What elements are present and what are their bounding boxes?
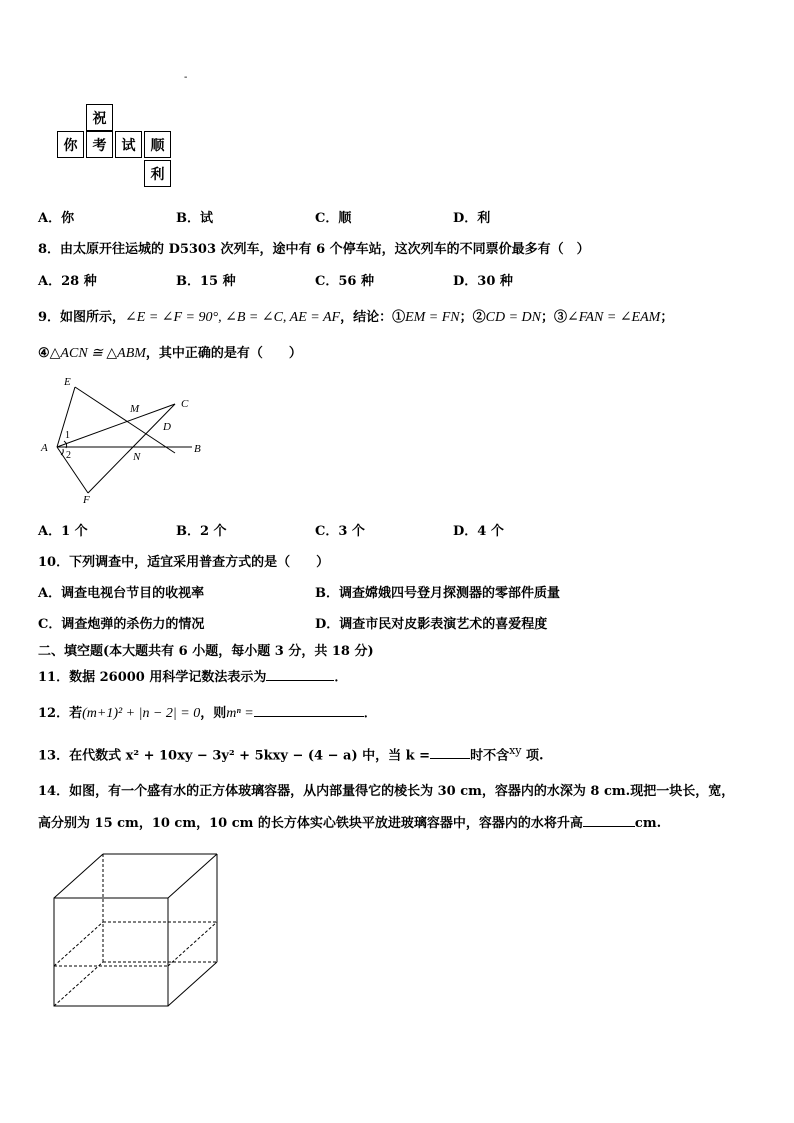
- q9-stem-line2: [38, 342, 302, 362]
- q7-option-b: B．试: [176, 211, 213, 226]
- q12-prefix: 12．若: [38, 706, 83, 721]
- q7-option-d: D．利: [453, 211, 491, 226]
- q10-option-d: D．调查市民对皮影表演艺术的喜爱程度: [315, 617, 548, 632]
- cube-edge-top-left: [54, 854, 103, 898]
- q8-option-a: A．28 种: [38, 274, 97, 289]
- q10-option-c: C．调查炮弹的杀伤力的情况: [38, 617, 205, 632]
- q14-text: 高分别为 15 cm，10 cm，10 cm 的长方体实心铁块平放进玻璃容器中，容器内的水将升高: [38, 816, 583, 831]
- q9-conclusion-3: ∠FAN = ∠EAM: [567, 310, 661, 325]
- label-E: E: [64, 376, 71, 388]
- q12: [38, 702, 377, 722]
- q9-conditions: ∠E = ∠F = 90°, ∠B = ∠C, AE = AF: [125, 310, 341, 325]
- q9-sep-1: ；②: [459, 310, 486, 325]
- net-cell-shun: 顺: [144, 131, 171, 158]
- q9-option-d: D．4 个: [453, 524, 504, 539]
- cube-front-face: [54, 898, 168, 1006]
- segment-FC: [88, 404, 175, 493]
- q9-option-a: A．1 个: [38, 524, 88, 539]
- q8-option-d: D．30 种: [453, 274, 513, 289]
- cube-edge-bottom-right: [168, 962, 217, 1006]
- label-F: F: [83, 494, 90, 506]
- section-fill-in-heading: 二、填空题(本大题共有 6 小题，每小题 3 分，共 18 分): [38, 644, 374, 659]
- q9-sep-3: ；: [660, 310, 674, 325]
- q7-option-c: C．顺: [315, 211, 352, 226]
- stray-dash: -: [184, 72, 188, 83]
- q9-sep-2: ；③: [541, 310, 568, 325]
- q9-option-b: B．2 个: [176, 524, 227, 539]
- cube-hidden-edge-bottom-left: [54, 962, 103, 1006]
- q13-answer-blank[interactable]: [430, 746, 470, 759]
- q14-line1: 14．如图，有一个盛有水的正方体玻璃容器，从内部量得它的棱长为 30 cm，容器内的水深为 8 cm.现把一块长，宽，: [38, 784, 735, 799]
- label-B: B: [194, 443, 201, 455]
- q8-stem: 8．由太原开往运城的 D5303 次列车，途中有 6 个停车站，这次列车的不同票价最多有（ ）: [38, 242, 590, 257]
- q11-end: ．: [334, 670, 348, 685]
- q14-answer-blank[interactable]: [583, 814, 635, 827]
- label-angle-2: 2: [66, 450, 71, 461]
- label-D: D: [163, 421, 171, 433]
- q11-answer-blank[interactable]: [266, 668, 334, 681]
- q13-mid: 时不含: [470, 748, 510, 764]
- q14-unit: cm.: [634, 816, 662, 831]
- q9-option-c: C．3 个: [315, 524, 365, 539]
- q9-question: ，其中正确的是有（ ）: [145, 346, 302, 361]
- q12-answer-blank[interactable]: [254, 704, 364, 717]
- q9-conclusion-2: CD = DN: [485, 310, 541, 325]
- water-line-right: [168, 922, 217, 966]
- q9-conclusion-label: ，结论：①: [340, 310, 406, 325]
- water-line-left: [54, 922, 103, 966]
- q13-end: 项.: [521, 748, 544, 764]
- q9-stem-line1: [38, 306, 673, 326]
- q10-option-a: A．调查电视台节目的收视率: [38, 586, 205, 601]
- q7-option-a: A．你: [38, 211, 75, 226]
- net-cell-li: 利: [144, 160, 171, 187]
- q12-expression: mⁿ =: [226, 706, 254, 721]
- net-cell-ni: 你: [57, 131, 84, 158]
- q12-end: ．: [363, 706, 377, 721]
- q10-stem: 10．下列调查中，适宜采用普查方式的是（ ）: [38, 555, 330, 570]
- q9-conclusion-4-marker: ④: [38, 346, 50, 361]
- q9-triangle-figure: [30, 370, 220, 510]
- q11-text: 11．数据 26000 用科学记数法表示为: [38, 670, 267, 685]
- q9-prefix: 9．如图所示，: [38, 310, 126, 325]
- net-cell-kao: 考: [86, 131, 113, 158]
- q8-option-b: B．15 种: [176, 274, 236, 289]
- q14-line2: [38, 812, 661, 831]
- q11: [38, 666, 347, 685]
- q13: [38, 744, 544, 763]
- segment-AC: [57, 404, 175, 447]
- q9-conclusion-1: EM = FN: [405, 310, 460, 325]
- label-A: A: [41, 442, 48, 454]
- cube-edge-top-right: [168, 854, 217, 898]
- q14-cube-figure: [48, 848, 224, 1012]
- label-angle-1: 1: [65, 430, 70, 441]
- q10-option-b: B．调查嫦娥四号登月探测器的零部件质量: [315, 586, 560, 601]
- label-M: M: [130, 403, 140, 415]
- q13-text: 13．在代数式 x² + 10xy − 3y² + 5kxy − (4 − a) 中，当 k =: [38, 748, 431, 764]
- q12-mid: ，则: [200, 706, 227, 721]
- q8-option-c: C．56 种: [315, 274, 374, 289]
- label-N: N: [133, 451, 141, 463]
- label-C: C: [181, 398, 189, 410]
- q9-conclusion-4: △ACN ≅ △ABM: [49, 346, 146, 361]
- net-cell-zhu: 祝: [86, 104, 113, 131]
- q13-xy: xy: [509, 744, 522, 757]
- net-cell-shi: 试: [115, 131, 142, 158]
- q12-equation: (m+1)² + |n − 2| = 0: [82, 706, 201, 721]
